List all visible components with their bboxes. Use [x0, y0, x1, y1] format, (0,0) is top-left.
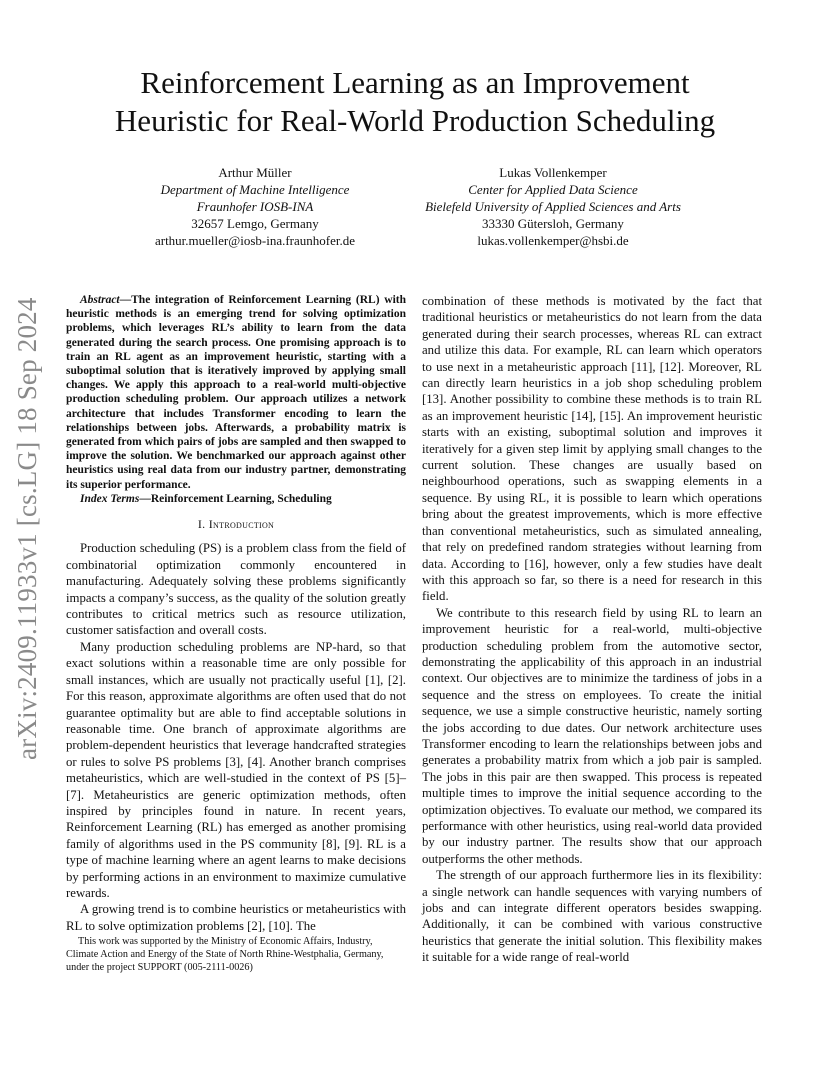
author-city: 33330 Gütersloh, Germany [482, 216, 624, 231]
author-name: Lukas Vollenkemper [499, 165, 607, 180]
paragraph: A growing trend is to combine heuristics or metaheuristics with RL to solve optimization problems [2], [10]. The [66, 902, 406, 933]
author-department: Department of Machine Intelligence [160, 182, 350, 197]
paragraph: We contribute to this research field by using RL to learn an improvement heuristic for a real-world, multi-objective production scheduling problem from the automotive sector, demonstrating the applicability of this approach in an industrial context. Our objectives are to minimize the tardiness of jobs in a sequence and the stress on employees. To create the initial sequence, we use a simple constructive heuristic, namely sorting the jobs according to due dates. Our network architecture uses Transformer encoding to learn the relationships between jobs and generates a probability matrix from which a job pair is sampled. The jobs in this pair are then swapped. This process is repeated multiple times to improve the initial sequence according to the optimization objectives. To evaluate our method, we compared its performance with other heuristics, using real-world data provided by our industry partner. The results show that our approach outperforms the other methods. [422, 605, 762, 866]
author-email: lukas.vollenkemper@hsbi.de [477, 233, 629, 248]
paragraph: Production scheduling (PS) is a problem class from the field of combinatorial optimization commonly encountered in manufacturing. Adequately solving these problems significantly impacts a company’s success, as the quality of the solution greatly contributes to critical metrics such as resource utilization, customer satisfaction and overall costs. [66, 541, 406, 638]
abstract-text: —The integration of Reinforcement Learning (RL) with heuristic methods is an emerging trend for solving optimization problems, which leverages RL’s ability to learn from the data generated during the search process. One promising approach is to train an RL agent as an improvement heuristic, starting with a suboptimal solution that is iteratively improved by applying small changes. We apply this approach to a real-world multi-objective production scheduling problem. Our approach utilizes a network architecture that includes Transformer encoding to learn the relationships between jobs. Afterwards, a probability matrix is generated from which pairs of jobs are sampled and then swapped to improve the solution. We benchmarked our approach against other heuristics using real data from our industry partner, demonstrating its superior performance. [66, 294, 406, 491]
author-block-2 [388, 164, 718, 249]
funding-footnote: This work was supported by the Ministry of Economic Affairs, Industry, Climate Action and Energy of the State of North Rhine-Westphalia, Germany, under the project SUPPORT (005-2111-0026) [66, 936, 384, 974]
abstract [66, 293, 406, 492]
section-heading-introduction [66, 516, 406, 532]
index-terms-lead: Index Terms [80, 492, 140, 505]
arxiv-identifier-stamp: arXiv:2409.11933v1 [cs.LG] 18 Sep 2024 [12, 297, 42, 760]
author-city: 32657 Lemgo, Germany [191, 216, 319, 231]
section-number: I. [197, 517, 209, 532]
right-column [422, 293, 762, 966]
paragraph: The strength of our approach furthermore lies in its flexibility: a single network can handle sequences with varying numbers of jobs and can integrate different operators besides swapping. Additionally, it can be combined with various constructive heuristics that generate the initial solution. This flexibility makes it suitable for a wide range of real-world [422, 868, 762, 965]
index-terms-text: —Reinforcement Learning, Scheduling [139, 492, 332, 505]
index-terms [80, 492, 406, 506]
author-organization: Fraunhofer IOSB-INA [196, 199, 314, 214]
left-column [66, 293, 406, 934]
abstract-lead: Abstract [80, 294, 120, 306]
paper-title [60, 64, 770, 140]
title-line-1: Reinforcement Learning as an Improvement [140, 65, 690, 100]
section-title: Introduction [208, 517, 275, 532]
author-department: Center for Applied Data Science [468, 182, 638, 197]
paragraph: Many production scheduling problems are NP-hard, so that exact solutions within a reasonable time are only possible for small instances, which are usually not practically useful [1], [2]. For this reason, approximate algorithms are often used that do not guarantee optimality but are able to find acceptable solutions in reasonable time. One branch of approximate algorithms are problem-dependent heuristics that leverage handcrafted strategies or rules to solve PS problems [3], [4]. Another branch comprises metaheuristics, which are well-studied in the context of PS [5]–[7]. Metaheuristics are generic optimization methods, often inspired by principles found in nature. In recent years, Reinforcement Learning (RL) has emerged as another promising family of algorithms used in the PS community [8], [9]. RL is a type of machine learning where an agent learns to make decisions by performing actions in an environment to maximize cumulative rewards. [66, 639, 406, 900]
author-name: Arthur Müller [218, 165, 292, 180]
title-line-2: Heuristic for Real-World Production Scheduling [114, 103, 716, 138]
author-organization: Bielefeld University of Applied Sciences and Arts [425, 199, 681, 214]
author-email: arthur.mueller@iosb-ina.fraunhofer.de [154, 233, 356, 248]
author-block-1 [100, 164, 410, 249]
paragraph: combination of these methods is motivated by the fact that traditional heuristics or metaheuristics do not learn from the data generated during their search processes, whereas RL can extract and utilize this data. For example, RL can learn which operators to use next in a metaheuristic approach [11], [12]. Moreover, RL can directly learn heuristics in a job shop scheduling problem [13]. Another possibility to combine these methods is to train RL as an improvement heuristic [14], [15]. An improvement heuristic starts with an existing, suboptimal solution and improves it iteratively for a given step limit by applying small changes to the current solution. These changes are usually based on neighbourhood operations, such as swapping elements in a sequence. By using RL, it is possible to learn which operations bring about the greatest improvements, which is more effective than conventional metaheuristics, such as simulated annealing, that rely on predefined random strategies without learning from data. According to [16], however, only a few studies have dealt with this approach so far, so there is a need for research in this field. [422, 294, 762, 604]
